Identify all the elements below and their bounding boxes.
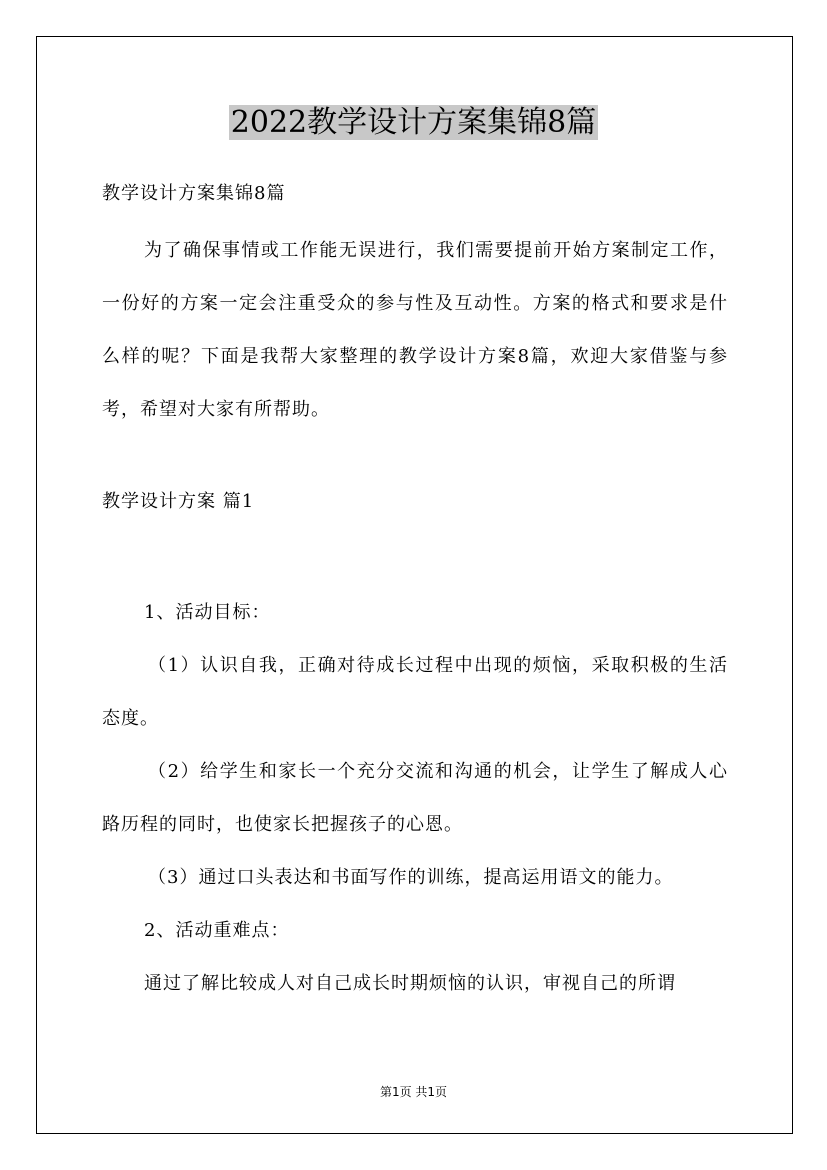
- intro-paragraph: 为了确保事情或工作能无误进行，我们需要提前开始方案制定工作，一份好的方案一定会注重受众的参与性及互动性。方案的格式和要求是什么样的呢？下面是我帮大家整理的教学设计方案8篇，欢迎大家借鉴与参考，希望对大家有所帮助。: [102, 240, 728, 420]
- goal-item-3: （3）通过口头表达和书面写作的训练，提高运用语文的能力。: [148, 867, 674, 888]
- activity-goals-heading: 1、活动目标：: [144, 602, 271, 623]
- document-subtitle: 教学设计方案集锦8篇: [102, 183, 286, 204]
- goal-item-2: （2）给学生和家长一个充分交流和沟通的机会，让学生了解成人心路历程的同时，也使家长把握孩子的心恩。: [102, 761, 728, 835]
- page-footer: [0, 1082, 827, 1102]
- key-points-heading: 2、活动重难点：: [144, 920, 290, 941]
- document-body: [102, 170, 728, 1010]
- goal-item-1: （1）认识自我，正确对待成长过程中出现的烦恼，采取积极的生活态度。: [102, 655, 728, 729]
- key-points-paragraph: 通过了解比较成人对自己成长时期烦恼的认识，审视自己的所谓: [144, 973, 676, 994]
- section-heading: 教学设计方案 篇1: [102, 491, 255, 512]
- document-title: [0, 98, 827, 148]
- page-number-label: 第1页 共1页: [379, 1085, 448, 1099]
- document-title-text: 2022教学设计方案集锦8篇: [230, 105, 597, 140]
